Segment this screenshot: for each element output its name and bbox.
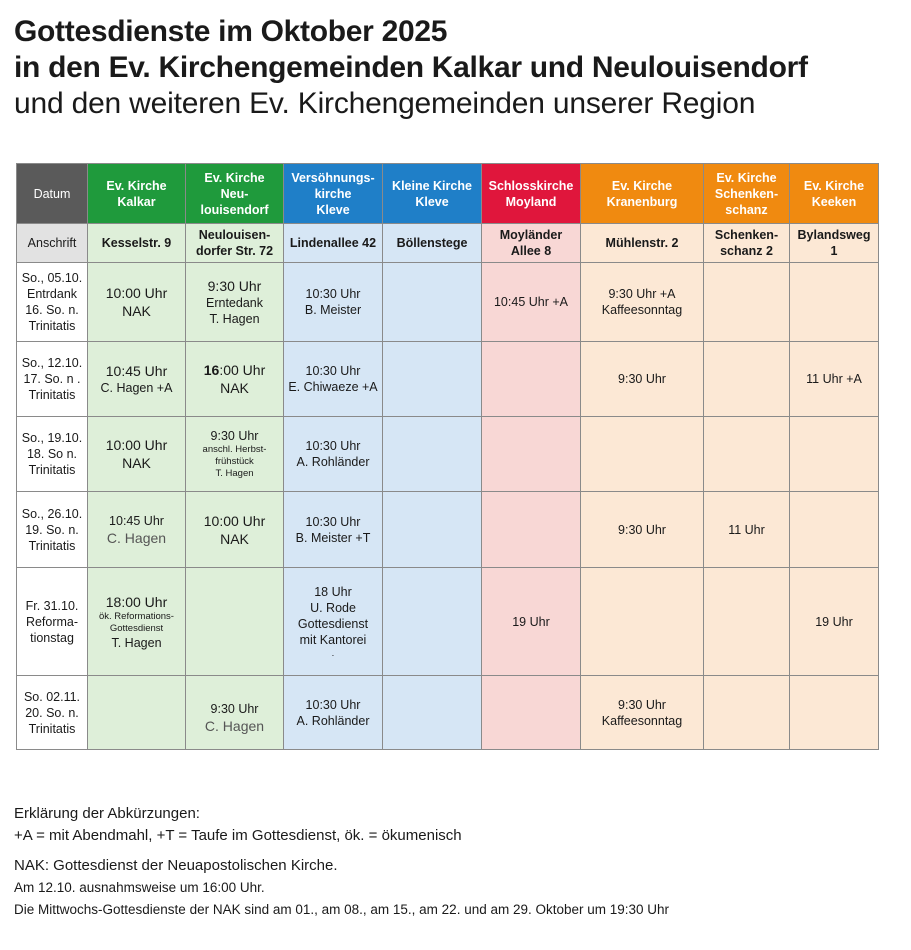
- cell-schenkenschanz: [704, 417, 790, 492]
- address-label: Anschrift: [17, 224, 88, 263]
- legend-nak-wednesdays: Die Mittwochs-Gottesdienste der NAK sind am 01., am 08., am 15., am 22. und am 29. Oktober um 19:30 Uhr: [14, 902, 670, 917]
- table-row: [17, 568, 879, 676]
- page-subtitle-region: und den weiteren Ev. Kirchengemeinden unserer Region: [14, 87, 756, 120]
- address-versoehnungskirche: Lindenallee 42: [284, 224, 383, 263]
- address-schlosskirche: Moyländer Allee 8: [482, 224, 581, 263]
- address-keeken: Bylandsweg 1: [790, 224, 879, 263]
- legend-heading: Erklärung der Abkürzungen:: [14, 805, 200, 822]
- cell-neulouisendorf: 9:30 Uhr C. Hagen: [186, 676, 284, 750]
- header-neulouisendorf: Ev. Kirche Neu- louisendorf: [186, 164, 284, 224]
- cell-kranenburg: 9:30 Uhr: [581, 342, 704, 417]
- service-schedule-table: [16, 163, 879, 750]
- address-kleine-kirche: Böllenstege: [383, 224, 482, 263]
- cell-versoehnungskirche: 10:30 Uhr A. Rohländer: [284, 417, 383, 492]
- page-subtitle: in den Ev. Kirchengemeinden Kalkar und Neulouisendorf: [14, 51, 808, 84]
- header-kranenburg: Ev. Kirche Kranenburg: [581, 164, 704, 224]
- cell-kalkar: 10:00 Uhr NAK: [88, 263, 186, 342]
- cell-kalkar: 18:00 Uhr ök. Reformations- Gottesdienst T. Hagen: [88, 568, 186, 676]
- cell-schlosskirche: [482, 676, 581, 750]
- cell-versoehnungskirche: 18 Uhr U. Rode Gottesdienst mit Kantorei .: [284, 568, 383, 676]
- cell-kranenburg: [581, 417, 704, 492]
- cell-versoehnungskirche: 10:30 Uhr B. Meister +T: [284, 492, 383, 568]
- cell-kleine-kirche: [383, 492, 482, 568]
- table-row: [17, 417, 879, 492]
- cell-kalkar: [88, 676, 186, 750]
- row-date: So., 05.10. Entrdank 16. So. n. Trinitatis: [17, 263, 88, 342]
- cell-schlosskirche: 10:45 Uhr +A: [482, 263, 581, 342]
- cell-schlosskirche: 19 Uhr: [482, 568, 581, 676]
- cell-kranenburg: 9:30 Uhr +A Kaffeesonntag: [581, 263, 704, 342]
- address-row: [17, 224, 879, 263]
- cell-kleine-kirche: [383, 676, 482, 750]
- row-date: So. 02.11. 20. So. n. Trinitatis: [17, 676, 88, 750]
- cell-kalkar: 10:00 Uhr NAK: [88, 417, 186, 492]
- cell-kleine-kirche: [383, 263, 482, 342]
- page-title-block: [14, 14, 904, 122]
- header-kalkar: Ev. Kirche Kalkar: [88, 164, 186, 224]
- cell-kleine-kirche: [383, 568, 482, 676]
- cell-schlosskirche: [482, 342, 581, 417]
- table-row: [17, 676, 879, 750]
- header-schenkenschanz: Ev. Kirche Schenken- schanz: [704, 164, 790, 224]
- cell-keeken: [790, 263, 879, 342]
- cell-schenkenschanz: [704, 568, 790, 676]
- header-versoehnungskirche: Versöhnungs- kirche Kleve: [284, 164, 383, 224]
- cell-keeken: 11 Uhr +A: [790, 342, 879, 417]
- address-neulouisendorf: Neulouisen- dorfer Str. 72: [186, 224, 284, 263]
- cell-kleine-kirche: [383, 342, 482, 417]
- cell-versoehnungskirche: 10:30 Uhr B. Meister: [284, 263, 383, 342]
- page-title: Gottesdienste im Oktober 2025: [14, 15, 448, 48]
- legend: [14, 803, 894, 921]
- row-date: So., 12.10. 17. So. n . Trinitatis: [17, 342, 88, 417]
- header-schlosskirche: Schlosskirche Moyland: [482, 164, 581, 224]
- cell-kalkar: 10:45 Uhr C. Hagen +A: [88, 342, 186, 417]
- cell-keeken: [790, 417, 879, 492]
- cell-schenkenschanz: 11 Uhr: [704, 492, 790, 568]
- header-kleine-kirche: Kleine Kirche Kleve: [383, 164, 482, 224]
- table-row: [17, 342, 879, 417]
- cell-neulouisendorf: [186, 568, 284, 676]
- cell-kleine-kirche: [383, 417, 482, 492]
- address-kalkar: Kesselstr. 9: [88, 224, 186, 263]
- row-date: Fr. 31.10. Reforma- tionstag: [17, 568, 88, 676]
- address-schenkenschanz: Schenken- schanz 2: [704, 224, 790, 263]
- legend-nak: NAK: Gottesdienst der Neuapostolischen Kirche.: [14, 857, 338, 874]
- header-row: [17, 164, 879, 224]
- cell-kranenburg: [581, 568, 704, 676]
- row-date: So., 19.10. 18. So n. Trinitatis: [17, 417, 88, 492]
- cell-versoehnungskirche: 10:30 Uhr E. Chiwaeze +A: [284, 342, 383, 417]
- table-row: [17, 492, 879, 568]
- cell-keeken: 19 Uhr: [790, 568, 879, 676]
- legend-abbreviations: +A = mit Abendmahl, +T = Taufe im Gottesdienst, ök. = ökumenisch: [14, 827, 462, 844]
- cell-schlosskirche: [482, 417, 581, 492]
- cell-kalkar: 10:45 Uhr C. Hagen: [88, 492, 186, 568]
- header-datum: Datum: [17, 164, 88, 224]
- cell-neulouisendorf: 9:30 Uhr Erntedank T. Hagen: [186, 263, 284, 342]
- cell-neulouisendorf: 16:00 Uhr NAK: [186, 342, 284, 417]
- cell-schenkenschanz: [704, 342, 790, 417]
- address-kranenburg: Mühlenstr. 2: [581, 224, 704, 263]
- cell-kranenburg: 9:30 Uhr: [581, 492, 704, 568]
- cell-kranenburg: 9:30 Uhr Kaffeesonntag: [581, 676, 704, 750]
- header-keeken: Ev. Kirche Keeken: [790, 164, 879, 224]
- row-date: So., 26.10. 19. So. n. Trinitatis: [17, 492, 88, 568]
- cell-schenkenschanz: [704, 676, 790, 750]
- cell-keeken: [790, 676, 879, 750]
- cell-versoehnungskirche: 10:30 Uhr A. Rohländer: [284, 676, 383, 750]
- legend-nak-exception: Am 12.10. ausnahmsweise um 16:00 Uhr.: [14, 880, 265, 895]
- table-row: [17, 263, 879, 342]
- cell-keeken: [790, 492, 879, 568]
- cell-neulouisendorf: 9:30 Uhr anschl. Herbst- frühstück T. Hagen: [186, 417, 284, 492]
- cell-neulouisendorf: 10:00 Uhr NAK: [186, 492, 284, 568]
- cell-schlosskirche: [482, 492, 581, 568]
- cell-schenkenschanz: [704, 263, 790, 342]
